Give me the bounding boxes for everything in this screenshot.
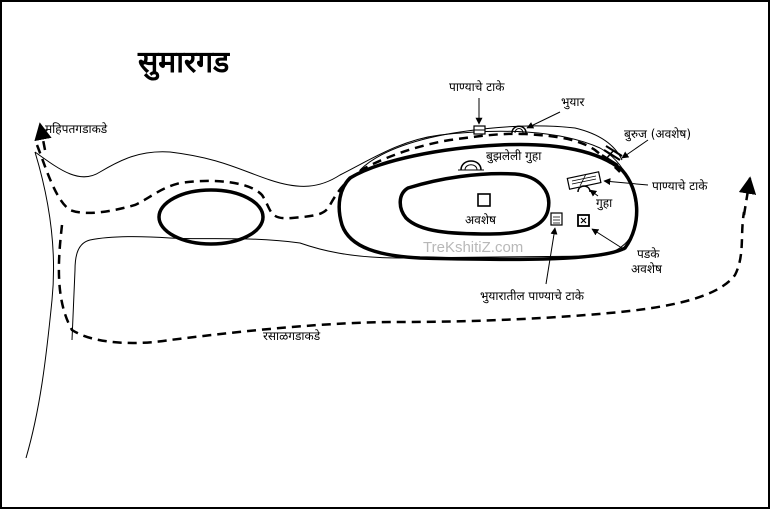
label-rasalgad: रसाळगडाकडे — [263, 329, 321, 343]
label-padke-line1: पडके — [637, 247, 660, 261]
watermark: TreKshitiZ.com — [423, 239, 524, 256]
label-water-tank-right: पाण्याचे टाके — [652, 179, 708, 193]
fort-crest-line — [360, 126, 622, 170]
water-tank-right-pointer — [604, 181, 648, 185]
buruj-pointer — [622, 140, 648, 158]
label-avshesh: अवशेष — [465, 213, 496, 227]
label-guha: गुहा — [596, 196, 613, 210]
label-water-tank-top: पाण्याचे टाके — [449, 80, 505, 94]
trail-rasalgad — [59, 212, 744, 343]
label-mahipatgad: महिपतगडाकडे — [45, 122, 108, 136]
padke-avshesh-pointer — [592, 229, 625, 250]
label-underground-tank: भुयारातील पाण्याचे टाके — [480, 289, 584, 303]
label-padke-line2: अवशेष — [631, 262, 662, 276]
label-buruj: बुरुज (अवशेष) — [624, 127, 692, 141]
trail-arrow-rasalgad — [744, 178, 750, 215]
label-buzaleli-guha: बुझलेली गुहा — [486, 149, 542, 163]
trail-mahipatgad — [37, 134, 620, 218]
label-bhuyar: भुयार — [561, 95, 585, 109]
map-title: सुमारगड — [138, 45, 230, 80]
terrain-line-west — [26, 152, 54, 458]
buzaleli-guha-icon — [461, 161, 481, 170]
western-knoll — [159, 190, 263, 244]
guha-icon — [578, 186, 590, 192]
terrain-line-south — [72, 237, 400, 340]
avshesh-icon — [478, 194, 490, 206]
